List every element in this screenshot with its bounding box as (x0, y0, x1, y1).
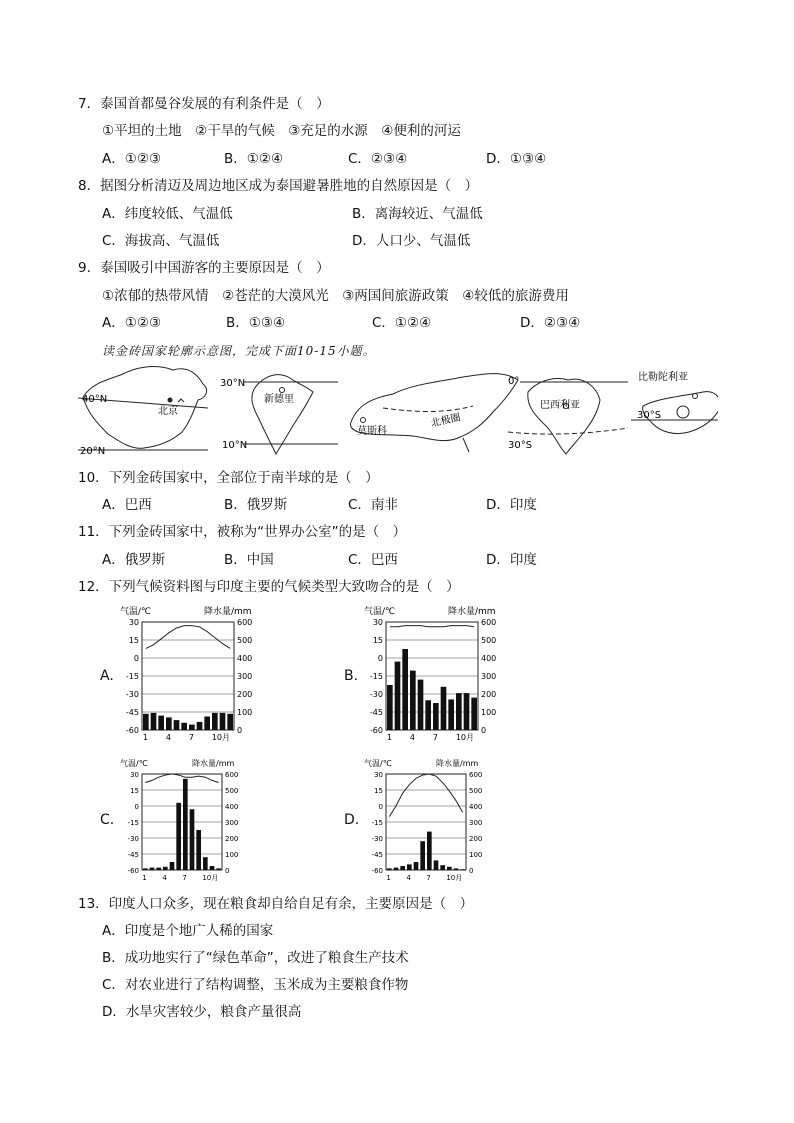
q11-option-b: B．中国 (224, 552, 274, 568)
precip-tick-label: 400 (237, 654, 253, 663)
map-southafrica (631, 370, 718, 434)
china-lat-20: 20°N (80, 446, 106, 457)
precip-tick-label: 500 (237, 636, 253, 645)
precipitation-bar (176, 803, 181, 870)
precipitation-bar (440, 865, 445, 870)
precipitation-axis-label: 降水量/mm (436, 759, 479, 768)
temp-tick-label: 15 (128, 636, 139, 645)
temperature-line (390, 626, 474, 627)
temp-tick-label: -30 (127, 835, 139, 843)
month-tick-label: 10月 (446, 874, 463, 882)
precip-tick-label: 500 (225, 787, 239, 795)
precipitation-bar (156, 868, 161, 870)
precipitation-bar (471, 698, 477, 730)
temp-tick-label: 30 (374, 771, 383, 779)
temp-tick-label: 30 (372, 618, 383, 627)
temp-tick-label: 0 (134, 803, 139, 811)
precipitation-bar (464, 693, 470, 730)
precipitation-bar (212, 713, 218, 730)
precip-tick-label: 100 (225, 851, 239, 859)
temperature-line (145, 774, 218, 783)
precipitation-bar (210, 866, 215, 870)
q10-option-d: D．印度 (486, 497, 537, 513)
q11-option-c: C．巴西 (348, 552, 398, 568)
precipitation-bar (151, 713, 157, 730)
month-tick-label: 7 (426, 874, 431, 882)
india-city: 新德里 (264, 394, 294, 405)
precipitation-bar (448, 699, 454, 730)
india-lat-10: 10°N (222, 440, 248, 451)
temp-tick-label: -30 (125, 690, 139, 699)
precipitation-axis-label: 降水量/mm (192, 759, 235, 768)
precipitation-axis-label: 降水量/mm (204, 607, 252, 617)
q13-option-c: C．对农业进行了结构调整，玉米成为主要粮食作物 (102, 977, 409, 993)
precipitation-bar (150, 868, 155, 870)
precipitation-bar (454, 868, 459, 870)
india-lat-30: 30°N (220, 378, 246, 389)
southafrica-lat: 30°S (637, 410, 662, 421)
month-tick-label: 7 (182, 874, 187, 882)
china-city: 北京 (158, 406, 178, 417)
temp-tick-label: 15 (374, 787, 383, 795)
map-china (78, 367, 208, 457)
temp-tick-label: 15 (130, 787, 139, 795)
precipitation-bar (220, 713, 226, 730)
temp-tick-label: 15 (372, 636, 383, 645)
precipitation-bar (170, 862, 175, 870)
precipitation-bar (425, 700, 431, 730)
precipitation-bar (143, 714, 149, 730)
q10-option-c: C．南非 (348, 497, 398, 513)
q8-option-d: D．人口少、气温低 (352, 233, 471, 249)
temp-tick-label: -45 (125, 708, 139, 717)
precip-tick-label: 0 (481, 726, 487, 735)
precip-tick-label: 300 (481, 672, 497, 681)
temp-tick-label: -60 (371, 867, 383, 875)
precipitation-bar (143, 868, 148, 870)
temp-tick-label: 0 (133, 654, 139, 663)
temp-tick-label: 30 (130, 771, 139, 779)
precipitation-bar (456, 693, 462, 730)
china-lat-40: 40°N (82, 394, 108, 405)
temperature-line (146, 626, 230, 649)
precip-tick-label: 0 (225, 867, 230, 875)
precip-tick-label: 500 (469, 787, 483, 795)
q8-option-a: A．纬度较低、气温低 (102, 206, 233, 222)
q9-option-c: C．①②④ (372, 315, 432, 331)
temperature-axis-label: 气温/℃ (364, 759, 392, 768)
map-india (220, 375, 338, 454)
month-tick-label: 1 (386, 874, 391, 882)
month-tick-label: 1 (142, 733, 148, 742)
precipitation-bar (395, 662, 401, 730)
brazil-city: 巴西利亚 (540, 400, 580, 411)
temperature-axis-label: 气温/℃ (120, 607, 152, 617)
temp-tick-label: -30 (369, 690, 383, 699)
q8-stem: 8．据图分析清迈及周边地区成为泰国避暑胜地的自然原因是（ ） (78, 178, 479, 194)
precipitation-bar (400, 866, 405, 870)
map-russia (350, 374, 518, 452)
precipitation-bar (460, 869, 465, 870)
precip-tick-label: 200 (237, 690, 253, 699)
temp-tick-label: -45 (127, 851, 139, 859)
temperature-line (389, 774, 462, 817)
precip-tick-label: 600 (481, 618, 497, 627)
q13-option-d: D．水旱灾害较少，粮食产量很高 (102, 1004, 302, 1020)
month-tick-label: 7 (432, 733, 438, 742)
precip-tick-label: 400 (225, 803, 239, 811)
precipitation-bar (216, 868, 221, 870)
q8-option-c: C．海拔高、气温低 (102, 233, 220, 249)
precip-tick-label: 200 (481, 690, 497, 699)
q9-option-a: A．①②③ (102, 315, 162, 331)
precipitation-bar (203, 857, 208, 870)
q12-stem: 12．下列气候资料图与印度主要的气候类型大致吻合的是（ ） (78, 579, 460, 595)
russia-city: 莫斯科 (357, 426, 387, 437)
temp-tick-label: 0 (378, 803, 383, 811)
map-brazil (508, 376, 628, 454)
precip-tick-label: 300 (237, 672, 253, 681)
q13-option-b: B．成功地实行了“绿色革命”，改进了粮食生产技术 (102, 950, 409, 966)
temp-tick-label: -45 (369, 708, 383, 717)
precipitation-bar (441, 687, 447, 730)
precip-tick-label: 300 (469, 819, 483, 827)
brics-maps (78, 362, 718, 460)
precipitation-bar (434, 860, 439, 870)
q11-option-a: A．俄罗斯 (102, 552, 166, 568)
q9-option-d: D．②③④ (520, 315, 581, 331)
q13-option-a: A．印度是个地广人稀的国家 (102, 923, 274, 939)
chart-a-label: A. (100, 668, 114, 684)
precipitation-bar (227, 714, 233, 730)
precip-tick-label: 500 (481, 636, 497, 645)
month-tick-label: 10月 (211, 733, 231, 742)
precip-tick-label: 300 (225, 819, 239, 827)
precipitation-bar (174, 720, 180, 730)
q10-option-b: B．俄罗斯 (224, 497, 288, 513)
precip-tick-label: 400 (469, 803, 483, 811)
month-tick-label: 1 (386, 733, 392, 742)
precipitation-bar (394, 868, 399, 870)
precipitation-bar (166, 717, 172, 730)
precip-tick-label: 0 (237, 726, 243, 735)
q7-option-c: C．②③④ (348, 151, 408, 167)
q7-conditions: ①平坦的土地 ②干旱的气候 ③充足的水源 ④便利的河运 (102, 123, 461, 139)
temp-tick-label: -60 (125, 726, 139, 735)
precip-tick-label: 100 (469, 851, 483, 859)
russia-arctic-circle: 北极圈 (430, 412, 462, 430)
precipitation-bar (387, 685, 393, 730)
q8-option-b: B．离海较近、气温低 (352, 206, 483, 222)
q7-stem: 7．泰国首都曼谷发展的有利条件是（ ） (78, 96, 330, 112)
temp-tick-label: -15 (125, 672, 139, 681)
precip-tick-label: 200 (225, 835, 239, 843)
precip-tick-label: 200 (469, 835, 483, 843)
chart-c-label: C. (100, 812, 115, 828)
precipitation-bar (158, 716, 164, 730)
precipitation-bar (418, 680, 424, 730)
temp-tick-label: 30 (128, 618, 139, 627)
q10-option-a: A．巴西 (102, 497, 152, 513)
precip-tick-label: 100 (481, 708, 497, 717)
climate-chart-c (118, 756, 248, 884)
precipitation-bar (447, 867, 452, 870)
month-tick-label: 4 (162, 874, 167, 882)
precipitation-bar (414, 862, 419, 870)
precip-tick-label: 600 (237, 618, 253, 627)
q9-conditions: ①浓郁的热带风情 ②苍茫的大漠风光 ③两国间旅游政策 ④较低的旅游费用 (102, 288, 569, 304)
temp-tick-label: -30 (371, 835, 383, 843)
precipitation-bar (402, 649, 408, 730)
precip-tick-label: 400 (481, 654, 497, 663)
temp-tick-label: 0 (377, 654, 383, 663)
month-tick-label: 4 (165, 733, 171, 742)
climate-chart-b (362, 604, 504, 744)
chart-b-label: B. (344, 668, 359, 684)
q9-option-b: B．①③④ (226, 315, 286, 331)
precipitation-bar (387, 868, 392, 870)
q7-option-b: B．①②④ (224, 151, 284, 167)
month-tick-label: 4 (409, 733, 415, 742)
q9-stem: 9．泰国吸引中国游客的主要原因是（ ） (78, 260, 330, 276)
precipitation-bar (410, 671, 416, 730)
precipitation-axis-label: 降水量/mm (448, 607, 496, 617)
precip-tick-label: 0 (469, 867, 474, 875)
precipitation-bar (197, 722, 203, 730)
temp-tick-label: -60 (369, 726, 383, 735)
precip-tick-label: 600 (225, 771, 239, 779)
precipitation-bar (433, 703, 439, 730)
month-tick-label: 1 (142, 874, 147, 882)
chart-d-label: D. (344, 812, 360, 828)
temperature-axis-label: 气温/℃ (364, 607, 396, 617)
precipitation-bar (407, 864, 412, 870)
q11-stem: 11．下列金砖国家中，被称为“世界办公室”的是（ ） (78, 524, 407, 540)
q11-option-d: D．印度 (486, 552, 537, 568)
precipitation-bar (420, 841, 425, 870)
temp-tick-label: -45 (371, 851, 383, 859)
month-tick-label: 10月 (202, 874, 219, 882)
brazil-lat-0: 0° (508, 376, 520, 387)
precipitation-bar (163, 867, 168, 870)
precipitation-bar (181, 723, 187, 730)
temp-tick-label: -15 (369, 672, 383, 681)
precipitation-bar (189, 725, 195, 730)
temp-tick-label: -15 (371, 819, 383, 827)
temperature-axis-label: 气温/℃ (120, 759, 148, 768)
q13-stem: 13．印度人口众多，现在粮食却自给自足有余，主要原因是（ ） (78, 896, 474, 912)
climate-chart-a (118, 604, 260, 744)
q7-option-d: D．①③④ (486, 151, 547, 167)
q7-option-a: A．①②③ (102, 151, 162, 167)
climate-chart-d (362, 756, 492, 884)
instruction-text: 读金砖国家轮廓示意图，完成下面10-15小题。 (102, 344, 376, 358)
month-tick-label: 4 (406, 874, 411, 882)
temp-tick-label: -15 (127, 819, 139, 827)
precipitation-bar (427, 832, 432, 870)
precipitation-bar (190, 809, 195, 870)
precipitation-bar (196, 830, 201, 870)
month-tick-label: 7 (188, 733, 194, 742)
precipitation-bar (204, 717, 210, 731)
precip-tick-label: 100 (237, 708, 253, 717)
q10-stem: 10．下列金砖国家中，全部位于南半球的是（ ） (78, 470, 379, 486)
precip-tick-label: 600 (469, 771, 483, 779)
month-tick-label: 10月 (455, 733, 475, 742)
temp-tick-label: -60 (127, 867, 139, 875)
southafrica-city: 比勒陀利亚 (638, 372, 688, 383)
precipitation-bar (183, 779, 188, 870)
brazil-lat-30s: 30°S (508, 440, 533, 451)
